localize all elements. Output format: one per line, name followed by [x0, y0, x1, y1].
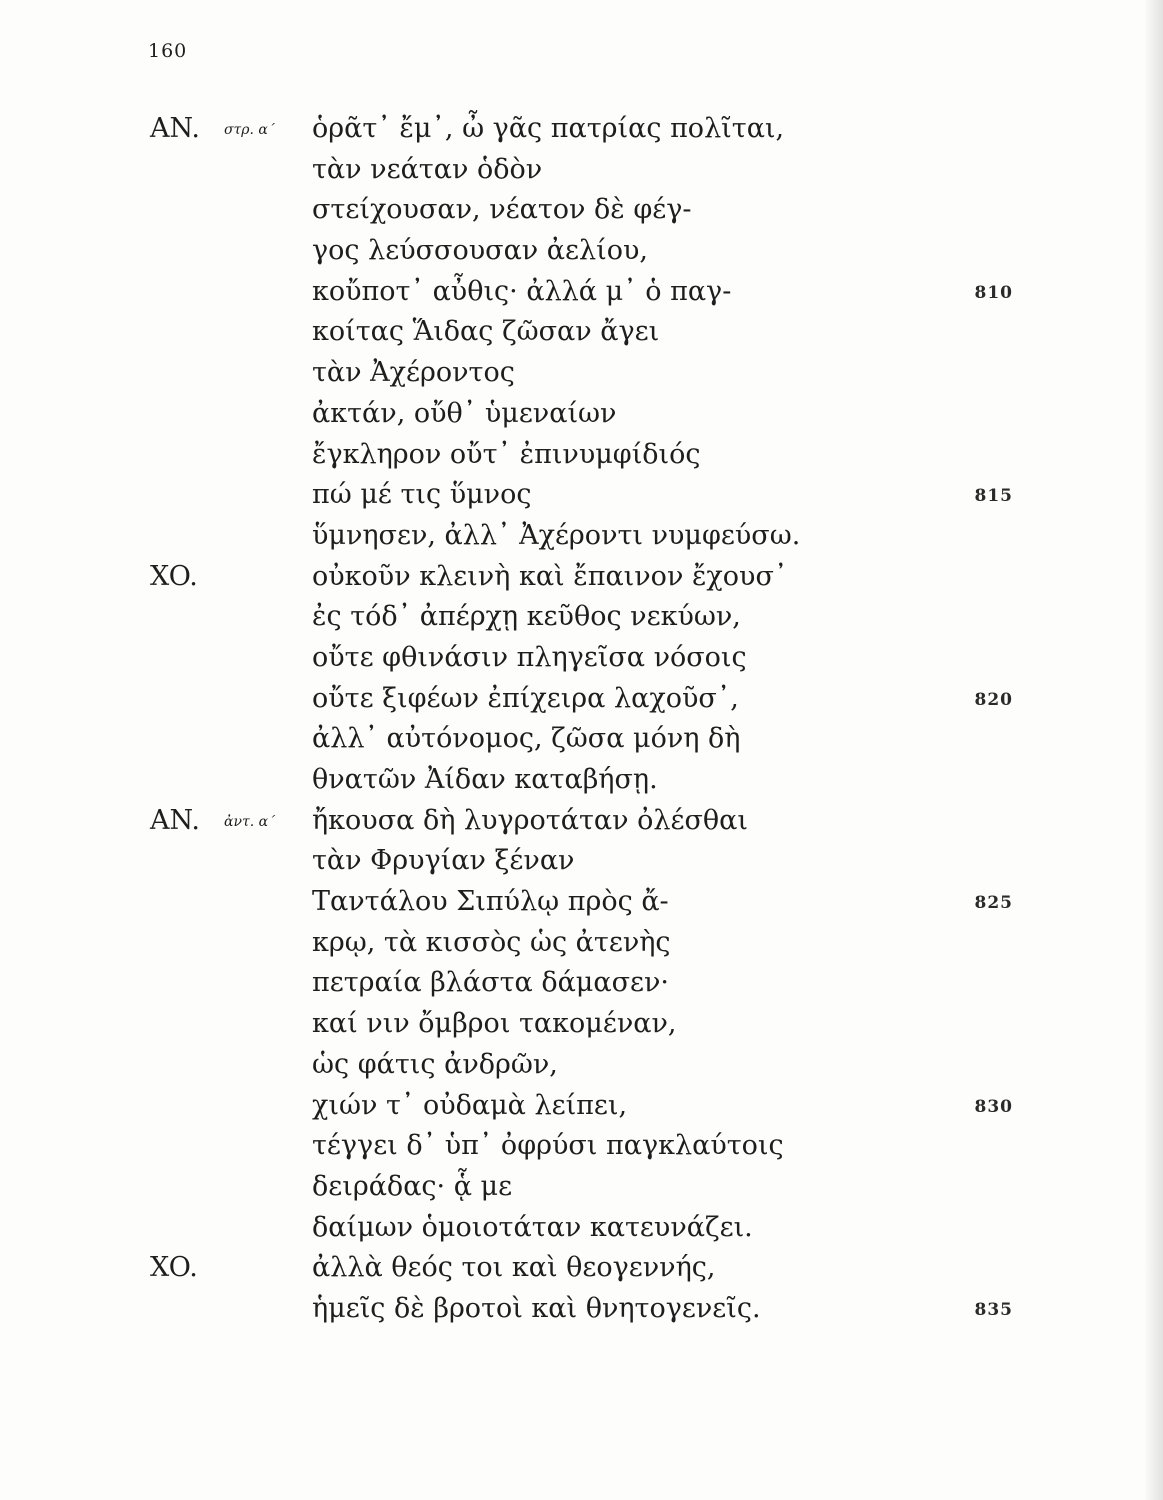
- verse-line: [150, 760, 1020, 801]
- verse-text: γος λεύσσουσαν ἀελίου,: [312, 235, 648, 267]
- verse-text: κοίτας Ἅιδας ζῶσαν ἄγει: [312, 316, 660, 348]
- verse-line: [150, 1208, 1020, 1249]
- strophe-label: στρ. α΄: [224, 122, 275, 138]
- verse-text-block: [150, 109, 1020, 1330]
- verse-line: [150, 435, 1020, 476]
- line-number: 825: [974, 893, 1013, 914]
- verse-text: δαίμων ὁμοιοτάταν κατευνάζει.: [312, 1211, 753, 1243]
- verse-text: κοὔποτ᾽ αὖθις· ἀλλά μ᾽ ὁ παγ-: [312, 275, 732, 307]
- verse-text: τὰν νεάταν ὁδὸν: [312, 153, 543, 185]
- verse-text: ἀλλ᾽ αὐτόνομος, ζῶσα μόνη δὴ: [312, 723, 741, 755]
- verse-line: [150, 679, 1020, 720]
- verse-text: ἀλλὰ θεός τοι καὶ θεογεννής,: [312, 1252, 716, 1284]
- speaker-label: XO.: [150, 1252, 198, 1284]
- verse-text: Ταντάλου Σιπύλῳ πρὸς ἄ-: [312, 886, 669, 918]
- verse-line: [150, 312, 1020, 353]
- verse-line: [150, 475, 1020, 516]
- verse-text: δειράδας· ᾇ με: [312, 1170, 513, 1202]
- verse-text: πετραία βλάστα δάμασεν·: [312, 967, 669, 999]
- verse-line: [150, 516, 1020, 557]
- verse-line: [150, 1126, 1020, 1167]
- verse-line: [150, 150, 1020, 191]
- verse-line: [150, 272, 1020, 313]
- verse-text: οὔτε ξιφέων ἐπίχειρα λαχοῦσ᾽,: [312, 682, 739, 714]
- verse-line: [150, 882, 1020, 923]
- verse-line: [150, 841, 1020, 882]
- verse-line: [150, 1289, 1020, 1330]
- verse-line: [150, 597, 1020, 638]
- verse-line: [150, 963, 1020, 1004]
- speaker-label: AN.: [150, 113, 200, 144]
- verse-text: θνατῶν Ἀίδαν καταβήσῃ.: [312, 764, 658, 795]
- verse-line: [150, 638, 1020, 679]
- verse-line: [150, 1004, 1020, 1045]
- verse-text: κρῳ, τὰ κισσὸς ὡς ἀτενὴς: [312, 926, 671, 958]
- verse-text: ἤκουσα δὴ λυγροτάταν ὀλέσθαι: [312, 804, 748, 836]
- verse-line: [150, 923, 1020, 964]
- line-number: 830: [974, 1096, 1013, 1117]
- line-number: 815: [974, 486, 1013, 507]
- verse-text: στείχουσαν, νέατον δὲ φέγ-: [312, 194, 692, 226]
- verse-line: [150, 1248, 1020, 1289]
- verse-line: [150, 1045, 1020, 1086]
- line-number: 810: [974, 282, 1013, 303]
- verse-text: ὡς φάτις ἀνδρῶν,: [312, 1048, 558, 1080]
- page-edge-shadow: [1145, 0, 1163, 1500]
- verse-text: τέγγει δ᾽ ὑπ᾽ ὀφρύσι παγκλαύτοις: [312, 1130, 784, 1162]
- speaker-label: AN.: [150, 804, 200, 836]
- page-number: 160: [148, 40, 188, 62]
- verse-text: τὰν Φρυγίαν ξέναν: [312, 845, 575, 877]
- verse-line: [150, 719, 1020, 760]
- verse-text: ὕμνησεν, ἀλλ᾽ Ἀχέροντι νυμφεύσω.: [312, 519, 801, 551]
- verse-text: καί νιν ὄμβροι τακομέναν,: [312, 1008, 677, 1040]
- verse-line: [150, 557, 1020, 598]
- verse-line: [150, 801, 1020, 842]
- verse-line: [150, 353, 1020, 394]
- verse-text: ἀκτάν, οὔθ᾽ ὑμεναίων: [312, 397, 617, 429]
- verse-text: οὐκοῦν κλεινὴ καὶ ἔπαινον ἔχουσ᾽: [312, 560, 788, 592]
- strophe-label: ἀντ. α΄: [224, 813, 276, 830]
- verse-text: πώ μέ τις ὕμνος: [312, 479, 532, 511]
- verse-line: [150, 109, 1020, 150]
- verse-line: [150, 231, 1020, 272]
- speaker-label: XO.: [150, 560, 198, 592]
- verse-text: ἔγκληρον οὔτ᾽ ἐπινυμφίδιός: [312, 438, 701, 470]
- verse-text: ἡμεῖς δὲ βροτοὶ καὶ θνητογενεῖς.: [312, 1292, 761, 1324]
- verse-text: ὁρᾶτ᾽ ἔμ᾽, ὦ γᾶς πατρίας πολῖται,: [312, 113, 785, 144]
- verse-text: τὰν Ἀχέροντος: [312, 357, 515, 389]
- verse-line: [150, 1167, 1020, 1208]
- verse-text: οὔτε φθινάσιν πληγεῖσα νόσοις: [312, 641, 747, 673]
- verse-line: [150, 1086, 1020, 1127]
- line-number: 820: [974, 689, 1013, 710]
- verse-line: [150, 394, 1020, 435]
- verse-text: ἐς τόδ᾽ ἀπέρχῃ κεῦθος νεκύων,: [312, 601, 741, 633]
- line-number: 835: [974, 1299, 1013, 1320]
- verse-line: [150, 190, 1020, 231]
- verse-text: χιών τ᾽ οὐδαμὰ λείπει,: [312, 1089, 628, 1121]
